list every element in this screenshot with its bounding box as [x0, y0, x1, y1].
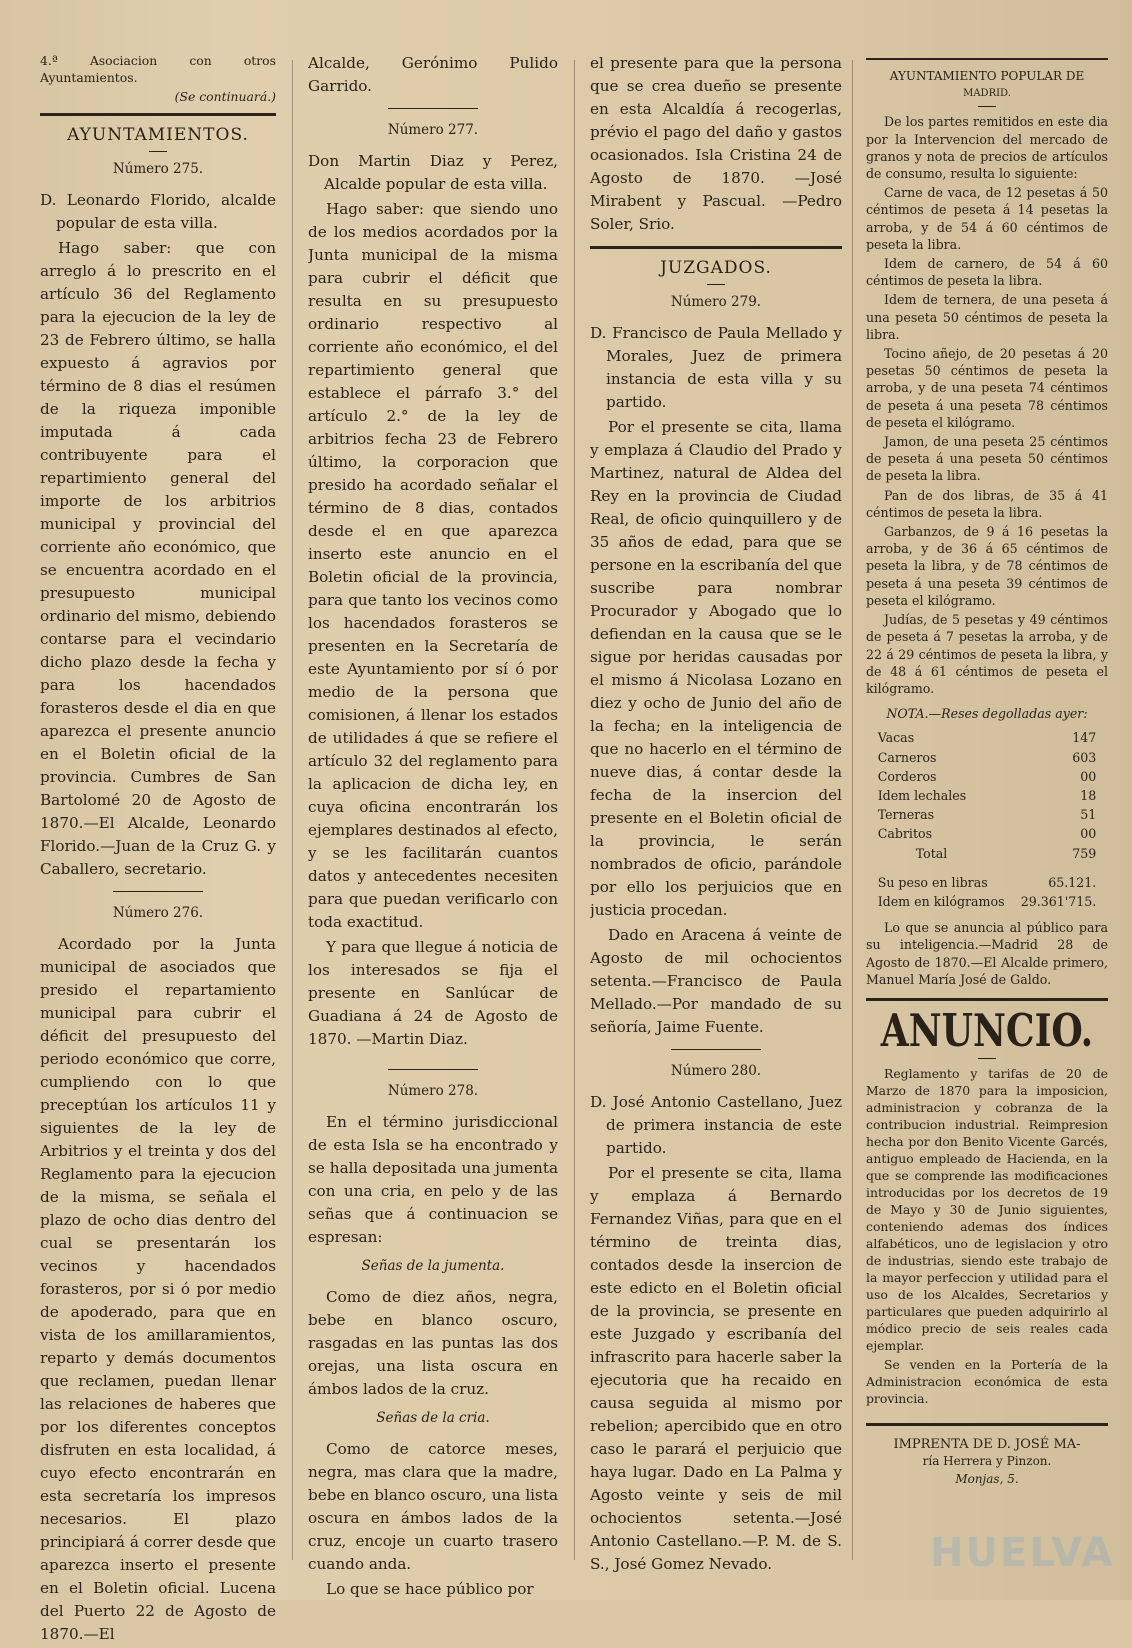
price-item: Idem de ternera, de una peseta á una peseta 50 céntimos de peseta la libra. — [866, 292, 1108, 342]
peso-libras-label: Su peso en libras — [877, 874, 988, 890]
price-item: Carne de vaca, de 12 pesetas á 50 céntimos de peseta á 14 pesetas la arroba, y de 54 á 60 céntimos de peseta la libra. — [866, 185, 1108, 252]
asociacion-line: 4.ª Asociacion con otros Ayuntamientos. — [40, 53, 276, 85]
total-label: Total — [915, 845, 948, 861]
imprenta-line-1: IMPRENTA DE D. JOSÉ MA- — [893, 1437, 1081, 1453]
number-280: Número 280. — [670, 1063, 762, 1079]
section-rule — [866, 998, 1108, 1001]
notice-279-body: Por el presente se cita, llama y emplaza á Claudio del Prado y Martinez, natural de Aldea del Rey en la provincia de Ciudad Real, de oficio quinquillero y de 35 años de edad, para que se persone en la escribanía del que suscribe para nombrar Procurador y Abogado que lo defiendan en la causa que se le sigue por heridas causadas por el mismo á Nicolasa Lozano en diez y ocho de Junio del año de la fecha; en la inteligencia de que no hacerlo en el término de nueve dias, á contar desde la fecha de la insercion del presente en el Boletin oficial de la provincia, le serán nombrados de oficio, parándole por ello los perjuicios que en justicia procedan. — [590, 418, 842, 919]
price-item: Idem de carnero, de 54 á 60 céntimos de peseta la libra. — [866, 256, 1108, 289]
table-row — [876, 873, 1099, 892]
column-divider — [574, 60, 575, 1560]
madrid-title: AYUNTAMIENTO POPULAR DE — [889, 69, 1085, 83]
notice-280-body: Por el presente se cita, llama y emplaza á Bernardo Fernandez Viñas, para que en el término de treinta dias, contados desde la insercion de este edicto en el Boletin oficial de la provincia, se presente en este Juzgado y escribanía del infrascrito para hacerle saber la ejecutoria que ha recaido en causa seguida al mismo por rebelion; apercibido que en otro caso le parará el perjuicio que haya lugar. Dado en La Palma y Agosto veinte y seis de mil ochocientos setenta.—José Antonio Castellano.—P. M. de S. S., José Gomez Nevado. — [590, 1164, 842, 1573]
separator — [388, 108, 478, 109]
notice-277-heading: Don Martin Diaz y Perez, Alcalde popular de esta villa. — [308, 152, 558, 193]
table-row — [876, 767, 1099, 786]
number-279: Número 279. — [670, 294, 762, 310]
reses-label: Cabritos — [877, 826, 933, 842]
table-row — [876, 748, 1099, 767]
dash — [149, 151, 167, 152]
number-275: Número 275. — [112, 161, 204, 177]
anuncio-title: ANUNCIO. — [880, 1004, 1094, 1058]
column-divider — [852, 60, 853, 1560]
section-rule — [590, 246, 842, 249]
separator — [113, 891, 203, 892]
price-item: Judías, de 5 pesetas y 49 céntimos de peseta á 7 pesetas la arroba, y de 22 á 29 céntimos de peseta la libra, y de 48 á 61 céntimos de peseta el kilógramo. — [866, 612, 1108, 696]
total-value: 759 — [1072, 845, 1097, 861]
notice-278-continued: Lo que se hace público por — [326, 1580, 534, 1598]
price-item: Jamon, de una peseta 25 céntimos de peseta á una peseta 50 céntimos de peseta la libra. — [866, 434, 1108, 484]
madrid-closing: Lo que se anuncia al público para su inteligencia.—Madrid 28 de Agosto de 1870.—El Alcalde primero, Manuel María José de Galdo. — [866, 920, 1108, 987]
reses-label: Carneros — [877, 749, 937, 765]
number-278: Número 278. — [387, 1083, 479, 1099]
reses-label: Vacas — [877, 730, 915, 746]
reses-table — [876, 728, 1099, 862]
top-rule — [866, 58, 1108, 60]
notice-276-body: Acordado por la Junta municipal de asociados que presido el repartamiento municipal para cubrir el déficit del presupuesto del periodo económico que corre, cumpliendo con lo que preceptúan los artículos 11 y siguientes de la ley de Arbitrios y el treinta y dos del Reglamento para la ejecucion de la misma, se señala el plazo de ocho dias dentro del cual se presentarán los vecinos y hacendados forasteros, por si ó por medio de apoderado, para que en vista de los amillaramientos, reparto y demás documentos que reclamen, puedan llenar las relaciones de haberes que por los diferentes conceptos disfruten en esta localidad, á cuyo efecto encontrarán en esta secretaría los impresos necesarios. El plazo principiará á correr desde que aparezca inserto el presente en el Boletin oficial. Lucena del Puerto 22 de Agosto de 1870.—El — [40, 935, 276, 1643]
reses-value: 18 — [1080, 787, 1097, 803]
table-row — [876, 805, 1099, 824]
dash — [978, 106, 996, 107]
section-rule — [866, 1423, 1108, 1426]
anuncio-sale: Se venden en la Portería de la Administracion económica de esta provincia. — [866, 1357, 1108, 1407]
nota-reses: NOTA.—Reses degolladas ayer: — [886, 706, 1088, 722]
section-title-juzgados: JUZGADOS. — [660, 258, 772, 278]
peso-kg-value: 29.361'715. — [1020, 893, 1097, 909]
peso-kg-label: Idem en kilógramos — [877, 893, 1005, 909]
section-rule — [40, 113, 276, 116]
continuara-note: (Se continuará.) — [174, 89, 276, 104]
reses-value: 51 — [1080, 807, 1097, 823]
reses-label: Idem lechales — [877, 787, 967, 803]
imprenta-line-2: ría Herrera y Pinzon. — [922, 1454, 1052, 1469]
column-divider — [292, 60, 293, 1560]
notice-280-heading: D. José Antonio Castellano, Juez de primera instancia de este partido. — [590, 1093, 842, 1157]
number-276: Número 276. — [112, 905, 204, 921]
price-item: Tocino añejo, de 20 pesetas á 20 pesetas 50 céntimos de peseta la arroba, y de una peseta 74 céntimos de peseta á una peseta 78 céntimos de peseta el kilógramo. — [866, 346, 1108, 430]
separator — [388, 1069, 478, 1070]
number-277: Número 277. — [387, 122, 479, 138]
senas-jumenta-title: Señas de la jumenta. — [361, 1258, 505, 1274]
madrid-subtitle: MADRID. — [963, 88, 1011, 100]
reses-value: 00 — [1080, 826, 1097, 842]
senas-jumenta-text: Como de diez años, negra, bebe en blanco oscuro, rasgadas en las puntas las dos orejas, una lista oscura en ámbos lados de la cruz. — [308, 1288, 558, 1398]
madrid-intro: De los partes remitidos en este dia por la Intervencion del mercado de granos y nota de precios de artículos de consumo, resulta lo siguiente: — [866, 114, 1108, 182]
watermark-stamp: HUELVA — [930, 1530, 1115, 1576]
separator — [671, 1049, 761, 1050]
table-row — [876, 824, 1099, 843]
column-1 — [40, 52, 276, 1648]
notice-278-body: En el término jurisdiccional de esta Isla se ha encontrado y se halla depositada una jumenta con una cria, en pelo y de las señas que á continuacion se espresan: — [308, 1113, 558, 1246]
column-2 — [308, 52, 558, 1603]
section-title-ayuntamientos: AYUNTAMIENTOS. — [67, 125, 249, 145]
table-row — [876, 786, 1099, 805]
peso-table — [876, 873, 1099, 911]
reses-label: Corderos — [877, 768, 937, 784]
notice-277-closing: Y para que llegue á noticia de los interesados se fija el presente en Sanlúcar de Guadiana á 24 de Agosto de 1870. —Martin Diaz. — [308, 938, 558, 1048]
notice-275-heading: D. Leonardo Florido, alcalde popular de esta villa. — [40, 191, 276, 232]
notice-278-end: el presente para que la persona que se crea dueño se presente en esta Alcaldía á recogerlas, prévio el pago del daño y gastos ocasionados. Isla Cristina 24 de Agosto de 1870. —José Mirabent y Pascual. —Pedro Soler, Srio. — [590, 54, 842, 233]
reses-label: Terneras — [877, 807, 935, 823]
notice-277-body: Hago saber: que siendo uno de los medios acordados por la Junta municipal de la misma para cubrir el déficit que resulta en su presupuesto ordinario respectivo al corriente año económico, el del repartimiento general que establece el párrafo 3.° del artículo 2.° de la ley de arbitrios fecha 23 de Febrero último, la corporacion que presido ha acordado señalar el término de 8 dias, contados desde el en que aparezca inserto este anuncio en el Boletin oficial de la provincia, para que tanto los vecinos como los hacendados forasteros se presenten en la Secretaría de este Ayuntamiento por sí ó por medio de la persona que comisionen, á llenar los estados de utilidades á que se refiere el artículo 32 del reglamento para la aplicacion de dicha ley, en cuya oficina encontrarán los ejemplares destinados al efecto, y se les facilitarán cuantos datos y antecedentes necesiten para que puedan verificarlo con toda exactitud. — [308, 200, 558, 931]
notice-275-body: Hago saber: que con arreglo á lo prescrito en el artículo 36 del Reglamento para la ejecucion de la ley de 23 de Febrero último, se halla expuesto á agravios por término de 8 dias el resúmen de la riqueza imponible imputada á cada contribuyente para el repartimiento general del importe de los arbitrios municipal y provincial del corriente año económico, que se encuentra acordado en el presupuesto municipal ordinario del mismo, debiendo contarse para el vecindario dicho plazo desde la fecha y para los hacendados forasteros desde el dia en que aparezca el presente anuncio en el Boletin oficial de la provincia. Cumbres de San Bartolomé 20 de Agosto de 1870.—El Alcalde, Leonardo Florido.—Juan de la Cruz G. y Caballero, secretario. — [40, 239, 276, 878]
senas-cria-text: Como de catorce meses, negra, mas clara que la madre, bebe en blanco oscuro, una lista oscura en ámbos lados de la cruz, encoje un cuarto trasero cuando anda. — [308, 1440, 558, 1573]
anuncio-body: Reglamento y tarifas de 20 de Marzo de 1870 para la imposicion, administracion y cobranza de la contribucion industrial. Reimpresion hecha por don Benito Vicente Garcés, antiguo empleado de Hacienda, en la que se comprende las modificaciones introducidas por los decretos de 19 de Mayo y 30 de Junio siguientes, conteniendo ademas dos índices alfabéticos, uno de legislacion y otro de industrias, siendo este trabajo de la mayor perfeccion y utilidad para el uso de los Alcaldes, Secretarios y particulares que pueden adquirirlo al módico precio de seis reales cada ejemplar. — [866, 1066, 1108, 1354]
notice-279-heading: D. Francisco de Paula Mellado y Morales, Juez de primera instancia de esta villa y su partido. — [590, 324, 842, 411]
peso-libras-value: 65.121. — [1048, 874, 1097, 890]
table-row — [876, 844, 1099, 863]
table-row — [876, 892, 1099, 911]
column-4 — [866, 52, 1108, 1488]
notice-279-closing: Dado en Aracena á veinte de Agosto de mil ochocientos setenta.—Francisco de Paula Mellado.—Por mandado de su señoría, Jaime Fuente. — [590, 926, 842, 1036]
price-item: Pan de dos libras, de 35 á 41 céntimos de peseta la libra. — [866, 487, 1108, 520]
notice-276-signature: Alcalde, Gerónimo Pulido Garrido. — [308, 54, 558, 95]
dash — [707, 284, 725, 285]
reses-value: 147 — [1072, 730, 1097, 746]
price-item: Garbanzos, de 9 á 16 pesetas la arroba, y de 36 á 65 céntimos de peseta la libra, y de 78 céntimos de peseta á una peseta 39 céntimos de peseta el kilógramo. — [866, 524, 1108, 608]
senas-cria-title: Señas de la cria. — [376, 1410, 490, 1426]
imprenta-line-3: Monjas, 5. — [955, 1471, 1019, 1486]
reses-value: 603 — [1072, 749, 1097, 765]
column-3 — [590, 52, 842, 1578]
dash — [978, 1058, 996, 1059]
table-row — [876, 728, 1099, 747]
reses-value: 00 — [1080, 768, 1097, 784]
